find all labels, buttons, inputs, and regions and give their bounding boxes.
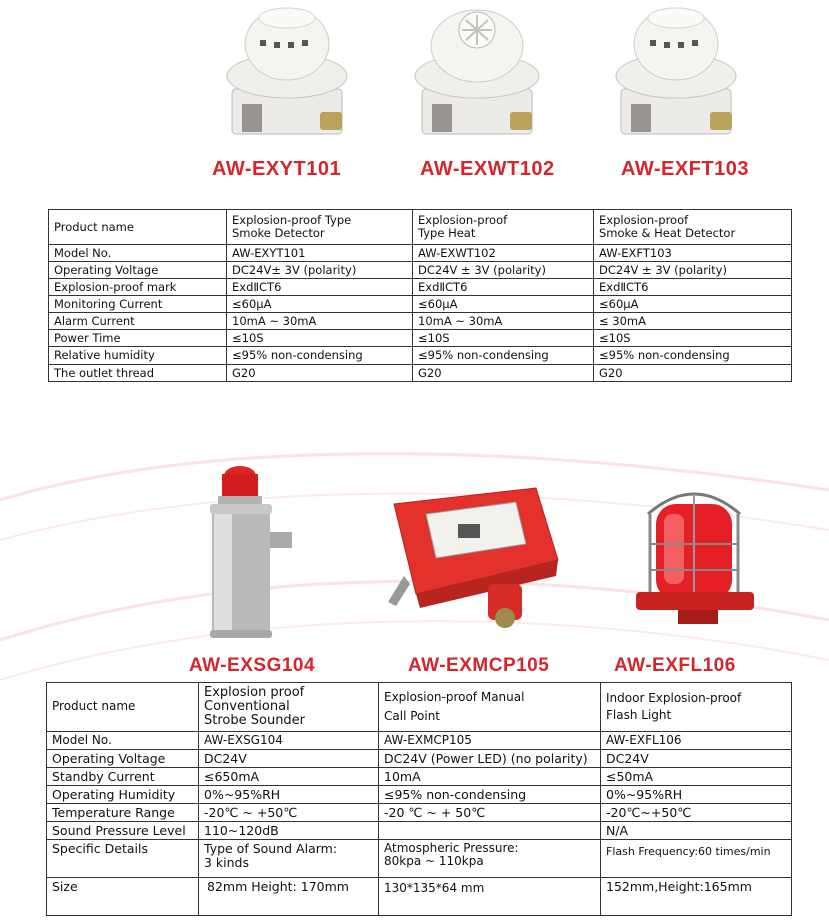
cell-value: -20℃ ~ +50℃: [199, 804, 379, 822]
model-title-6: AW-EXFL106: [614, 655, 736, 676]
model-title-2: AW-EXWT102: [420, 158, 555, 180]
cell-value: ≤95% non-condensing: [413, 347, 594, 365]
cell-value: DC24V ± 3V (polarity): [594, 262, 792, 279]
cell-value: DC24V: [199, 750, 379, 768]
row-label: Temperature Range: [47, 804, 199, 822]
row-label: Model No.: [49, 245, 227, 262]
cell-value: DC24V ± 3V (polarity): [413, 262, 594, 279]
row-label: Sound Pressure Level: [47, 822, 199, 840]
cell-value: AW-EXWT102: [413, 245, 594, 262]
cell-value: ExdⅡCT6: [413, 279, 594, 296]
cell-value: AW-EXMCP105: [379, 732, 601, 750]
table-row: [49, 210, 792, 245]
alarm-spec-table: [46, 682, 792, 916]
cell-value: Atmospheric Pressure: 80kpa ~ 110kpa: [379, 840, 601, 878]
cell-value: AW-EXFT103: [594, 245, 792, 262]
cell-value: ≤50mA: [601, 768, 792, 786]
table-row: [49, 296, 792, 313]
cell-value: ≤10S: [227, 330, 413, 347]
cell-value: 0%~95%RH: [601, 786, 792, 804]
cell-value: 10mA: [379, 768, 601, 786]
model-title-5: AW-EXMCP105: [408, 655, 550, 676]
table-row: [47, 840, 792, 878]
row-label: Operating Humidity: [47, 786, 199, 804]
cell-value: 130*135*64 mm: [379, 878, 601, 916]
model-title-1: AW-EXYT101: [212, 158, 342, 180]
row-label: Operating Voltage: [47, 750, 199, 768]
cell-value: Explosion-proof Manual Call Point: [379, 683, 601, 732]
table-row: [49, 365, 792, 382]
table-row: [49, 245, 792, 262]
table-row: [47, 878, 792, 916]
cell-value: ≤95% non-condensing: [227, 347, 413, 365]
cell-value: ≤650mA: [199, 768, 379, 786]
table-row: [47, 786, 792, 804]
cell-value: 152mm,Height:165mm: [601, 878, 792, 916]
cell-value: ≤95% non-condensing: [594, 347, 792, 365]
table-row: [47, 768, 792, 786]
table-row: [49, 313, 792, 330]
cell-value: DC24V± 3V (polarity): [227, 262, 413, 279]
cell-value: DC24V: [601, 750, 792, 768]
cell-value: ≤ 30mA: [594, 313, 792, 330]
model-title-4: AW-EXSG104: [189, 655, 316, 676]
cell-value: Explosion-proof Type Smoke Detector: [227, 210, 413, 245]
cell-value: G20: [413, 365, 594, 382]
model-title-3: AW-EXFT103: [621, 158, 749, 180]
cell-value: Explosion-proof Type Heat: [413, 210, 594, 245]
cell-value: Indoor Explosion-proof Flash Light: [601, 683, 792, 732]
flash-light-image: [628, 474, 758, 634]
table-row: [47, 750, 792, 768]
cell-value: ExdⅡCT6: [227, 279, 413, 296]
cell-value: Flash Frequency:60 times/min: [601, 840, 792, 878]
row-label: Operating Voltage: [49, 262, 227, 279]
cell-value: 110~120dB: [199, 822, 379, 840]
table-row: [47, 732, 792, 750]
cell-value: 82mm Height: 170mm: [199, 878, 379, 916]
cell-value: ≤95% non-condensing: [379, 786, 601, 804]
row-label: Monitoring Current: [49, 296, 227, 313]
smoke-detector-image: [224, 4, 354, 149]
table-row: [47, 804, 792, 822]
cell-value: ≤10S: [594, 330, 792, 347]
cell-value: G20: [594, 365, 792, 382]
manual-call-point-image: [376, 484, 566, 634]
cell-value: -20℃~+50℃: [601, 804, 792, 822]
row-label: Explosion-proof mark: [49, 279, 227, 296]
cell-value: AW-EXFL106: [601, 732, 792, 750]
cell-value: Type of Sound Alarm: 3 kinds: [199, 840, 379, 878]
row-label: Relative humidity: [49, 347, 227, 365]
row-label: The outlet thread: [49, 365, 227, 382]
cell-value: -20 ℃ ~ + 50℃: [379, 804, 601, 822]
cell-value: DC24V (Power LED) (no polarity): [379, 750, 601, 768]
cell-value: ExdⅡCT6: [594, 279, 792, 296]
row-label: Alarm Current: [49, 313, 227, 330]
smoke-heat-detector-image: [606, 4, 751, 149]
cell-value: 10mA ~ 30mA: [227, 313, 413, 330]
detector-spec-table: [48, 209, 792, 382]
row-label: Product name: [47, 683, 199, 732]
cell-value: N/A: [601, 822, 792, 840]
cell-value: AW-EXSG104: [199, 732, 379, 750]
row-label: Model No.: [47, 732, 199, 750]
heat-detector-image: [402, 4, 552, 149]
cell-value: Explosion proof Conventional Strobe Sounder: [199, 683, 379, 732]
table-row: [49, 279, 792, 296]
cell-value: AW-EXYT101: [227, 245, 413, 262]
table-row: [47, 822, 792, 840]
strobe-sounder-image: [200, 462, 300, 642]
table-row: [49, 262, 792, 279]
row-label: Standby Current: [47, 768, 199, 786]
table-row: [49, 330, 792, 347]
row-label: Size: [47, 878, 199, 916]
row-label: Power Time: [49, 330, 227, 347]
cell-value: [379, 822, 601, 840]
cell-value: Explosion-proof Smoke & Heat Detector: [594, 210, 792, 245]
table-row: [49, 347, 792, 365]
cell-value: 10mA ~ 30mA: [413, 313, 594, 330]
cell-value: ≤60μA: [413, 296, 594, 313]
cell-value: ≤60μA: [594, 296, 792, 313]
row-label: Specific Details: [47, 840, 199, 878]
table-row: [47, 683, 792, 732]
row-label: Product name: [49, 210, 227, 245]
cell-value: 0%~95%RH: [199, 786, 379, 804]
cell-value: ≤60μA: [227, 296, 413, 313]
cell-value: G20: [227, 365, 413, 382]
cell-value: ≤10S: [413, 330, 594, 347]
